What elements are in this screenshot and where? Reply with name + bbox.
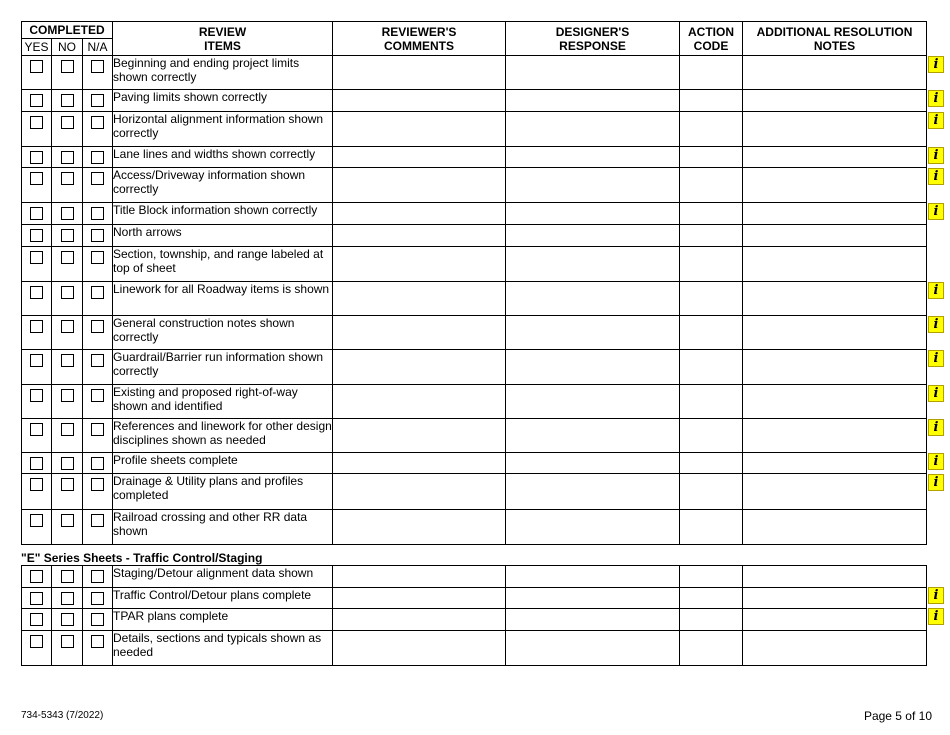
review-item: North arrows (113, 225, 333, 247)
table-row (22, 56, 927, 90)
yes-checkbox[interactable] (30, 354, 43, 367)
action-code-cell[interactable] (680, 282, 743, 316)
resolution-notes-cell[interactable] (743, 474, 927, 510)
na-cell (83, 453, 113, 474)
yes-checkbox[interactable] (30, 320, 43, 333)
no-cell (52, 282, 83, 316)
na-cell (83, 609, 113, 631)
no-header: NO (52, 39, 83, 56)
yes-checkbox[interactable] (30, 251, 43, 264)
table-row (22, 609, 927, 631)
na-checkbox[interactable] (91, 635, 104, 648)
resolution-notes-cell[interactable] (743, 588, 927, 609)
na-cell (83, 316, 113, 350)
na-cell (83, 112, 113, 147)
yes-cell (22, 350, 52, 385)
review-item: Existing and proposed right-of-way shown and identified (113, 385, 333, 419)
resolution-notes-cell[interactable] (743, 350, 927, 385)
no-cell (52, 56, 83, 90)
resolution-notes-cell[interactable] (743, 247, 927, 282)
info-icon[interactable]: i (928, 419, 944, 436)
na-checkbox[interactable] (91, 478, 104, 491)
na-cell (83, 203, 113, 225)
designer-response-cell[interactable] (506, 112, 680, 147)
na-cell (83, 147, 113, 168)
action-code-cell[interactable] (680, 112, 743, 147)
reviewer-comment-cell[interactable] (333, 566, 506, 588)
action-code-cell[interactable] (680, 56, 743, 90)
action-code-cell[interactable] (680, 631, 743, 666)
no-cell (52, 385, 83, 419)
yes-checkbox[interactable] (30, 172, 43, 185)
info-icon[interactable]: i (928, 350, 944, 367)
na-checkbox[interactable] (91, 151, 104, 164)
review-item: General construction notes shown correctly (113, 316, 333, 350)
yes-header: YES (22, 39, 52, 56)
designer-response-cell[interactable] (506, 588, 680, 609)
review-item: Beginning and ending project limits shown correctly (113, 56, 333, 90)
resolution-notes-cell[interactable] (743, 609, 927, 631)
no-checkbox[interactable] (61, 286, 74, 299)
designers-response-header: DESIGNER'S RESPONSE (506, 22, 680, 56)
designer-response-cell[interactable] (506, 90, 680, 112)
info-icon[interactable]: i (928, 147, 944, 164)
section-e-title: "E" Series Sheets - Traffic Control/Staging (21, 551, 263, 565)
reviewer-comment-cell[interactable] (333, 453, 506, 474)
form-number: 734-5343 (7/2022) (21, 710, 104, 721)
yes-cell (22, 566, 52, 588)
action-code-cell[interactable] (680, 474, 743, 510)
reviewer-comment-cell[interactable] (333, 168, 506, 203)
no-checkbox[interactable] (61, 457, 74, 470)
no-checkbox[interactable] (61, 229, 74, 242)
na-checkbox[interactable] (91, 354, 104, 367)
no-cell (52, 609, 83, 631)
reviewer-comment-cell[interactable] (333, 147, 506, 168)
no-cell (52, 247, 83, 282)
na-cell (83, 566, 113, 588)
no-cell (52, 566, 83, 588)
na-cell (83, 350, 113, 385)
designer-response-cell[interactable] (506, 631, 680, 666)
reviewer-comment-cell[interactable] (333, 510, 506, 545)
na-checkbox[interactable] (91, 423, 104, 436)
yes-checkbox[interactable] (30, 613, 43, 626)
designer-response-cell[interactable] (506, 350, 680, 385)
no-checkbox[interactable] (61, 389, 74, 402)
yes-cell (22, 474, 52, 510)
action-code-cell[interactable] (680, 588, 743, 609)
na-cell (83, 385, 113, 419)
no-cell (52, 453, 83, 474)
resolution-notes-cell[interactable] (743, 56, 927, 90)
resolution-notes-cell[interactable] (743, 112, 927, 147)
table-row (22, 247, 927, 282)
yes-cell (22, 112, 52, 147)
no-checkbox[interactable] (61, 151, 74, 164)
table-row (22, 168, 927, 203)
resolution-notes-cell[interactable] (743, 168, 927, 203)
yes-checkbox[interactable] (30, 635, 43, 648)
info-icon[interactable]: i (928, 587, 944, 604)
na-cell (83, 282, 113, 316)
designer-response-cell[interactable] (506, 168, 680, 203)
table-row (22, 112, 927, 147)
no-cell (52, 510, 83, 545)
reviewer-comment-cell[interactable] (333, 631, 506, 666)
table-row (22, 566, 927, 588)
yes-cell (22, 609, 52, 631)
na-cell (83, 474, 113, 510)
review-item: Access/Driveway information shown correctly (113, 168, 333, 203)
yes-checkbox[interactable] (30, 389, 43, 402)
table-row (22, 588, 927, 609)
table-row (22, 350, 927, 385)
no-checkbox[interactable] (61, 354, 74, 367)
no-cell (52, 203, 83, 225)
section-e-table (21, 565, 927, 666)
na-cell (83, 56, 113, 90)
action-code-cell[interactable] (680, 147, 743, 168)
action-code-cell[interactable] (680, 316, 743, 350)
no-checkbox[interactable] (61, 635, 74, 648)
na-checkbox[interactable] (91, 320, 104, 333)
yes-cell (22, 56, 52, 90)
review-items-header: REVIEW ITEMS (113, 22, 333, 56)
yes-cell (22, 203, 52, 225)
review-item: Paving limits shown correctly (113, 90, 333, 112)
designer-response-cell[interactable] (506, 453, 680, 474)
na-cell (83, 419, 113, 453)
no-checkbox[interactable] (61, 116, 74, 129)
info-icon[interactable]: i (928, 168, 944, 185)
action-code-cell[interactable] (680, 203, 743, 225)
yes-checkbox[interactable] (30, 116, 43, 129)
no-cell (52, 225, 83, 247)
no-checkbox[interactable] (61, 60, 74, 73)
yes-checkbox[interactable] (30, 286, 43, 299)
designer-response-cell[interactable] (506, 316, 680, 350)
yes-cell (22, 90, 52, 112)
action-code-cell[interactable] (680, 609, 743, 631)
resolution-notes-cell[interactable] (743, 453, 927, 474)
na-checkbox[interactable] (91, 251, 104, 264)
action-code-cell[interactable] (680, 90, 743, 112)
designer-response-cell[interactable] (506, 56, 680, 90)
review-item: Section, township, and range labeled at top of sheet (113, 247, 333, 282)
yes-checkbox[interactable] (30, 94, 43, 107)
completed-header: COMPLETED (22, 22, 113, 39)
yes-checkbox[interactable] (30, 60, 43, 73)
action-code-cell[interactable] (680, 225, 743, 247)
yes-cell (22, 225, 52, 247)
action-code-cell[interactable] (680, 510, 743, 545)
yes-checkbox[interactable] (30, 570, 43, 583)
resolution-notes-cell[interactable] (743, 385, 927, 419)
yes-cell (22, 419, 52, 453)
resolution-notes-cell[interactable] (743, 147, 927, 168)
info-icon[interactable]: i (928, 203, 944, 220)
action-code-cell[interactable] (680, 350, 743, 385)
yes-cell (22, 147, 52, 168)
na-cell (83, 247, 113, 282)
na-checkbox[interactable] (91, 172, 104, 185)
table-row (22, 203, 927, 225)
no-cell (52, 631, 83, 666)
yes-cell (22, 588, 52, 609)
designer-response-cell[interactable] (506, 225, 680, 247)
info-icon[interactable]: i (928, 112, 944, 129)
info-icon[interactable]: i (928, 453, 944, 470)
table-row (22, 316, 927, 350)
reviewer-comment-cell[interactable] (333, 419, 506, 453)
reviewer-comment-cell[interactable] (333, 203, 506, 225)
table-row (22, 474, 927, 510)
review-item: Staging/Detour alignment data shown (113, 566, 333, 588)
info-icon[interactable]: i (928, 90, 944, 107)
yes-checkbox[interactable] (30, 478, 43, 491)
reviewer-comment-cell[interactable] (333, 56, 506, 90)
reviewer-comment-cell[interactable] (333, 282, 506, 316)
review-item: TPAR plans complete (113, 609, 333, 631)
no-checkbox[interactable] (61, 613, 74, 626)
na-header: N/A (83, 39, 113, 56)
designer-response-cell[interactable] (506, 385, 680, 419)
yes-checkbox[interactable] (30, 229, 43, 242)
na-checkbox[interactable] (91, 60, 104, 73)
designer-response-cell[interactable] (506, 510, 680, 545)
table-row (22, 453, 927, 474)
designer-response-cell[interactable] (506, 282, 680, 316)
reviewer-comment-cell[interactable] (333, 609, 506, 631)
resolution-notes-cell[interactable] (743, 316, 927, 350)
info-icon[interactable]: i (928, 608, 944, 625)
no-cell (52, 350, 83, 385)
reviewer-comment-cell[interactable] (333, 90, 506, 112)
reviewer-comment-cell[interactable] (333, 350, 506, 385)
table-row (22, 385, 927, 419)
no-checkbox[interactable] (61, 207, 74, 220)
review-item: Linework for all Roadway items is shown (113, 282, 333, 316)
resolution-notes-cell[interactable] (743, 282, 927, 316)
review-item: Drainage & Utility plans and profiles completed (113, 474, 333, 510)
designer-response-cell[interactable] (506, 203, 680, 225)
review-item: Guardrail/Barrier run information shown correctly (113, 350, 333, 385)
no-checkbox[interactable] (61, 94, 74, 107)
table-row (22, 90, 927, 112)
na-checkbox[interactable] (91, 116, 104, 129)
review-item: References and linework for other design disciplines shown as needed (113, 419, 333, 453)
no-cell (52, 90, 83, 112)
resolution-notes-cell[interactable] (743, 510, 927, 545)
na-checkbox[interactable] (91, 457, 104, 470)
action-code-cell[interactable] (680, 566, 743, 588)
designer-response-cell[interactable] (506, 147, 680, 168)
reviewer-comment-cell[interactable] (333, 316, 506, 350)
na-cell (83, 588, 113, 609)
table-row (22, 147, 927, 168)
reviewer-comment-cell[interactable] (333, 385, 506, 419)
resolution-notes-cell[interactable] (743, 225, 927, 247)
na-cell (83, 510, 113, 545)
yes-checkbox[interactable] (30, 151, 43, 164)
reviewer-comment-cell[interactable] (333, 225, 506, 247)
no-checkbox[interactable] (61, 423, 74, 436)
na-checkbox[interactable] (91, 94, 104, 107)
na-checkbox[interactable] (91, 570, 104, 583)
action-code-cell[interactable] (680, 247, 743, 282)
resolution-notes-cell[interactable] (743, 419, 927, 453)
no-cell (52, 419, 83, 453)
yes-cell (22, 631, 52, 666)
yes-checkbox[interactable] (30, 592, 43, 605)
na-cell (83, 631, 113, 666)
review-item: Lane lines and widths shown correctly (113, 147, 333, 168)
review-item: Horizontal alignment information shown correctly (113, 112, 333, 147)
na-checkbox[interactable] (91, 229, 104, 242)
reviewer-comment-cell[interactable] (333, 474, 506, 510)
review-item: Traffic Control/Detour plans complete (113, 588, 333, 609)
yes-checkbox[interactable] (30, 457, 43, 470)
table-row (22, 631, 927, 666)
additional-notes-header: ADDITIONAL RESOLUTION NOTES (743, 22, 927, 56)
no-checkbox[interactable] (61, 514, 74, 527)
no-checkbox[interactable] (61, 592, 74, 605)
no-cell (52, 588, 83, 609)
no-checkbox[interactable] (61, 570, 74, 583)
na-cell (83, 168, 113, 203)
designer-response-cell[interactable] (506, 419, 680, 453)
info-icon[interactable]: i (928, 385, 944, 402)
reviewer-comment-cell[interactable] (333, 247, 506, 282)
no-checkbox[interactable] (61, 251, 74, 264)
na-checkbox[interactable] (91, 592, 104, 605)
reviewer-comment-cell[interactable] (333, 588, 506, 609)
info-icon[interactable]: i (928, 282, 944, 299)
na-checkbox[interactable] (91, 389, 104, 402)
info-icon[interactable]: i (928, 56, 944, 73)
yes-cell (22, 316, 52, 350)
na-checkbox[interactable] (91, 286, 104, 299)
action-code-cell[interactable] (680, 453, 743, 474)
designer-response-cell[interactable] (506, 247, 680, 282)
yes-cell (22, 510, 52, 545)
resolution-notes-cell[interactable] (743, 631, 927, 666)
designer-response-cell[interactable] (506, 609, 680, 631)
yes-checkbox[interactable] (30, 207, 43, 220)
na-checkbox[interactable] (91, 207, 104, 220)
na-checkbox[interactable] (91, 514, 104, 527)
no-cell (52, 474, 83, 510)
yes-checkbox[interactable] (30, 423, 43, 436)
review-item: Details, sections and typicals shown as needed (113, 631, 333, 666)
yes-cell (22, 385, 52, 419)
info-icon[interactable]: i (928, 316, 944, 333)
no-checkbox[interactable] (61, 172, 74, 185)
review-table (21, 21, 927, 545)
reviewers-comments-header: REVIEWER'S COMMENTS (333, 22, 506, 56)
table-row (22, 282, 927, 316)
table-row (22, 510, 927, 545)
page-number: Page 5 of 10 (863, 709, 932, 723)
no-cell (52, 316, 83, 350)
designer-response-cell[interactable] (506, 566, 680, 588)
review-item: Title Block information shown correctly (113, 203, 333, 225)
yes-cell (22, 168, 52, 203)
yes-cell (22, 247, 52, 282)
na-cell (83, 225, 113, 247)
no-cell (52, 168, 83, 203)
no-cell (52, 147, 83, 168)
resolution-notes-cell[interactable] (743, 90, 927, 112)
review-item: Railroad crossing and other RR data shown (113, 510, 333, 545)
info-icon[interactable]: i (928, 474, 944, 491)
action-code-cell[interactable] (680, 419, 743, 453)
yes-cell (22, 453, 52, 474)
resolution-notes-cell[interactable] (743, 203, 927, 225)
na-checkbox[interactable] (91, 613, 104, 626)
no-checkbox[interactable] (61, 320, 74, 333)
action-code-cell[interactable] (680, 168, 743, 203)
review-item: Profile sheets complete (113, 453, 333, 474)
na-cell (83, 90, 113, 112)
no-checkbox[interactable] (61, 478, 74, 491)
yes-cell (22, 282, 52, 316)
designer-response-cell[interactable] (506, 474, 680, 510)
action-code-cell[interactable] (680, 385, 743, 419)
table-row (22, 419, 927, 453)
yes-checkbox[interactable] (30, 514, 43, 527)
no-cell (52, 112, 83, 147)
action-code-header: ACTION CODE (680, 22, 743, 56)
reviewer-comment-cell[interactable] (333, 112, 506, 147)
resolution-notes-cell[interactable] (743, 566, 927, 588)
table-row (22, 225, 927, 247)
